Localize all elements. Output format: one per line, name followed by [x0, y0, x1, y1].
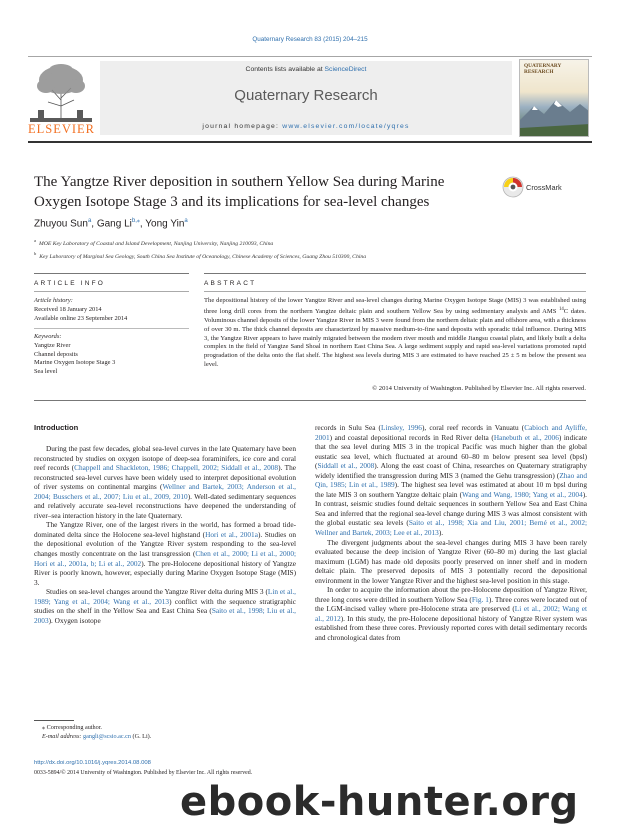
- paragraph-text: ).: [438, 528, 444, 538]
- article-title: [34, 172, 454, 212]
- abstract-copyright: © 2014 University of Washington. Published by Elsevier Inc. All rights reserved.: [372, 385, 586, 392]
- paragraph-text: ) and coastal depositional records in Red River delta (: [329, 432, 494, 442]
- citation-link[interactable]: Saito et al., 1998; Xia and Liu, 2001; Berné et al., 2002; Wellner and Bartek, 2003; Lee et al., 2013: [315, 518, 588, 538]
- affiliation-text: Key Laboratory of Marginal Sea Geology, South China Sea Institute of Oceanology, Chinese Academy of Sciences, Guang Zhou 510300, China: [39, 254, 367, 261]
- header-top-rule: [28, 56, 592, 57]
- paragraph: [34, 587, 296, 625]
- article-info-heading-underline: [34, 291, 189, 292]
- intro-column-2: [315, 423, 587, 643]
- citation-link[interactable]: Linsley, 1996: [380, 423, 422, 432]
- abstract-bottom-rule: [34, 400, 586, 401]
- available-date: Available online 23 September 2014: [34, 314, 128, 322]
- journal-homepage: [100, 123, 512, 130]
- author-separator: ,: [139, 218, 146, 230]
- citation-link[interactable]: Chappell and Shackleton, 1986; Chappell, 2002; Siddall et al., 2008: [74, 463, 279, 473]
- keyword: Yangtze River: [34, 341, 71, 349]
- homepage-prefix: journal homepage:: [202, 123, 283, 130]
- contents-prefix: Contents lists available at: [245, 66, 325, 73]
- corresponding-author-footnote: [34, 724, 296, 742]
- paragraph-text: The Yangtze River, one of the largest rivers in the world, has formed a broad tide-dominated delta since the Holocene sea-level highstand (: [34, 520, 296, 539]
- citation-link[interactable]: Chen et al., 2000; Li et al., 2000; Hori et al., 2001a, b; Li et al., 2002: [34, 549, 296, 568]
- author-affiliation-marker[interactable]: b,⁎: [131, 218, 140, 224]
- article-title-line-2: Oxygen Isotope Stage 3 and its implications for sea-level changes: [34, 194, 430, 210]
- abstract-rule: [204, 273, 586, 274]
- affiliation-item: [34, 236, 594, 249]
- keyword: Sea level: [34, 368, 58, 376]
- paragraph: [34, 444, 296, 520]
- watermark-text: ebook-hunter.org: [180, 779, 579, 825]
- citation-link[interactable]: Li et al., 2002; Wang et al., 2012: [315, 604, 587, 623]
- citation-link[interactable]: Hori et al., 2001a: [205, 529, 258, 539]
- paragraph-text: ) indicate that the sea level during MIS 3 in the tropical Pacific was much higher than the global eustatic sea level, which fluctuated at around 60–80 m below present sea level (bpsl) (: [315, 432, 587, 471]
- paragraph-text: ). In contrast, seismic studies found deltaic sequences in southern Yellow Sea and East China Sea and inferred that the regional sea-level change during MIS 3 was almost consistent with the global eustatic sea levels (: [315, 489, 587, 528]
- header-bottom-rule: [28, 141, 592, 143]
- abstract-heading-underline: [204, 291, 586, 292]
- citation-link[interactable]: Wellner and Bartek, 2003; Anderson et al., 2004; Busschers et al., 2007; Liu et al., 2009, 2010: [34, 482, 296, 501]
- author-name[interactable]: Gang Li: [96, 218, 132, 230]
- keyword: Channel deposits: [34, 350, 78, 358]
- issn-copyright: 0033-5894/© 2014 University of Washington. Published by Elsevier Inc. All rights reserved.: [34, 770, 253, 776]
- article-history: [34, 297, 189, 323]
- affiliation-marker: b: [34, 251, 37, 257]
- citation-link[interactable]: Fig. 1: [471, 594, 489, 604]
- abstract-part-2: C dates. Voluminous channel deposits of the lower Yangtze River in MIS 3 were found from the northern deltaic plain and offshore area, with a thickness of over 30 m. The thick channel deposits are characterized by massive medium-to-fine sand deposits with sporadic tidal influence. During MIS 3, the Yangtze River appears to have mainly migrated between the modern river mouth and middle Jiangsu coastal plain, and likely built a delta complex in the field of Yangtze Sand Shoal in northern East China Sea. A large sediment supply and rapid sea-level variations promoted rapid progradation of the delta onto the flat shelf. The highest sea levels during MIS 3 are estimated to have reached 25 ± 5 m below the present sea level.: [204, 308, 586, 369]
- crossmark-badge[interactable]: [502, 176, 582, 198]
- article-info-rule: [34, 273, 189, 274]
- article-title-line-1: The Yangtze River deposition in southern Yellow Sea during Marine: [34, 174, 445, 190]
- doi-link[interactable]: http://dx.doi.org/10.1016/j.yqres.2014.08.008: [34, 760, 151, 766]
- paragraph: [315, 538, 587, 586]
- keyword: Marine Oxygen Isotope Stage 3: [34, 359, 116, 367]
- homepage-link[interactable]: www.elsevier.com/locate/yqres: [282, 123, 410, 130]
- paragraph-text: ). The reconstructed sea-level curves have been widely used to interpret depositional evolution of river systems on continental margins (: [34, 463, 297, 492]
- paragraph-text: ). Oxygen isotope: [48, 615, 101, 625]
- author-list: [34, 217, 188, 229]
- paragraph: [315, 423, 587, 538]
- citation-link[interactable]: Cabioch and Ayliffe, 2001: [315, 423, 587, 442]
- intro-column-1: [34, 444, 296, 625]
- keywords-block: [34, 333, 189, 377]
- abstract-heading: ABSTRACT: [204, 280, 257, 287]
- paragraph-text: Studies on sea-level changes around the Yangtze River delta during MIS 3 (: [46, 587, 268, 597]
- paragraph-text: ), coral reef records in Vanuatu (: [421, 423, 525, 432]
- affiliation-item: [34, 249, 594, 262]
- history-divider: [34, 328, 189, 329]
- received-date: Received 18 January 2014: [34, 305, 102, 313]
- author-separator: ,: [91, 218, 97, 230]
- affiliation-marker: a: [34, 238, 36, 243]
- paragraph-text: ) conflict with the sequence stratigraphic studies on the shelf in the Yellow Sea and East China Sea (: [34, 596, 296, 616]
- citation-link[interactable]: Zhao and Qin, 1985; Lin et al., 1989: [315, 470, 587, 490]
- paragraph-text: records in Sulu Sea (: [315, 423, 381, 432]
- journal-reference[interactable]: Quaternary Research 83 (2015) 204–215: [252, 36, 368, 43]
- paragraph-text: ). Three cores were located out of the LGM-incised valley where pre-Holocene strata are preserved (: [315, 594, 587, 614]
- email-link[interactable]: gangli@scsio.ac.cn: [83, 732, 131, 740]
- affiliations: [34, 236, 594, 263]
- paragraph: [34, 520, 296, 587]
- history-label: Article history:: [34, 297, 73, 304]
- introduction-heading: Introduction: [34, 423, 79, 432]
- citation-link[interactable]: Saito et al., 1998; Liu et al., 2003: [34, 606, 296, 625]
- citation-link[interactable]: Siddall et al., 2008: [317, 461, 375, 471]
- citation-link[interactable]: Lin et al., 1989; Yang et al., 2004; Wang et al., 2013: [34, 587, 296, 606]
- paragraph-text: ). Studies on the depositional evolution of the Yangtze River system responding to the sea-level changes mostly concentrate on the last transgression (: [34, 529, 296, 559]
- paragraph-text: During the past few decades, global sea-level curves in the late Quaternary have been reconstructed by studies on oxygen isotope of deep-sea foraminifers, ice core and coral reef records (: [34, 444, 296, 473]
- abstract-part-1: The depositional history of the lower Yangtze River and sea-level changes during Marine Oxygen Isotope Stage (MIS) 3 was established using three long drill cores from the northern Yangtze deltaic plain and southern Yellow Sea by using sedimentary analysis and AMS: [204, 297, 586, 316]
- keywords-label: Keywords:: [34, 333, 62, 340]
- abstract-body: [204, 297, 586, 370]
- crossmark-label: CrossMark: [526, 183, 562, 192]
- sciencedirect-link[interactable]: ScienceDirect: [324, 66, 367, 73]
- paragraph-text: ). In this study, the pre-Holocene depositional history of Yangtze River system was established from these three cores. Previously reported cores with detail sedimentary records and chronological dates from: [315, 613, 587, 643]
- journal-title: Quaternary Research: [234, 87, 378, 104]
- paragraph-text: ). The highest sea level was estimated at about 10 m bpsl during the late MIS 3 on southern Yangtze deltaic plain (: [315, 480, 587, 499]
- email-label: E-mail address:: [42, 732, 84, 740]
- affiliation-text: MOE Key Laboratory of Coastal and Island Development, Nanjing University, Nanjing 210093, China: [39, 240, 274, 247]
- paragraph: [315, 585, 587, 642]
- email-suffix: (G. Li).: [131, 732, 152, 740]
- citation-link[interactable]: Wang and Wang, 1980; Yang et al., 2004: [462, 489, 583, 499]
- paragraph-text: ). Along the east coast of China, researches on Quaternary stratigraphy widely identified the transgression during MIS 3 (named the Gehu transgression) (: [315, 461, 587, 480]
- journal-cover-image: [519, 59, 589, 137]
- paragraph-text: ). The pre-Holocene depositional history of Yangtze River is poorly known, however, especially during Marine Oxygen Isotope Stage (MIS) 3.: [34, 558, 296, 587]
- paragraph-text: The divergent judgments about the sea-level changes during MIS 3 have been rarely evaluated because the deep incision of Yangtze River (60–80 m) during the last glacial maximum (LGM) has made old deposits poorly preserved on inner shelf and in modern deltaic plain. The preserved deposits of MIS 3 potentially record the depositional environment in the lower Yangtze River and the highest sea-level position in this stage.: [315, 537, 587, 585]
- footnote-rule: [34, 720, 74, 721]
- author-name[interactable]: Yong Yin: [145, 218, 185, 230]
- paragraph-text: In order to acquire the information about the pre-Holocene deposition of Yangtze River, three long cores were drilled in southern Yellow Sea (: [315, 585, 587, 604]
- author-affiliation-marker[interactable]: a: [87, 218, 92, 224]
- author-name[interactable]: Zhuyou Sun: [34, 218, 88, 230]
- cover-title: QUATERNARY RESEARCH: [524, 63, 562, 75]
- contents-line: [100, 66, 512, 73]
- article-info-heading: ARTICLE INFO: [34, 280, 106, 287]
- paragraph-text: ). Well-dated sedimentary sequences and relatively accurate sea-level reconstructions have deepened the understanding of river–sea interaction history in the late Quaternary.: [34, 491, 296, 520]
- corresponding-label: ⁎ Corresponding author.: [42, 724, 102, 731]
- citation-link[interactable]: Hanebuth et al., 2006: [493, 432, 559, 442]
- elsevier-logo-text: ELSEVIER: [28, 122, 96, 136]
- author-affiliation-marker[interactable]: a: [184, 218, 188, 224]
- c14-superscript: 14: [559, 306, 564, 312]
